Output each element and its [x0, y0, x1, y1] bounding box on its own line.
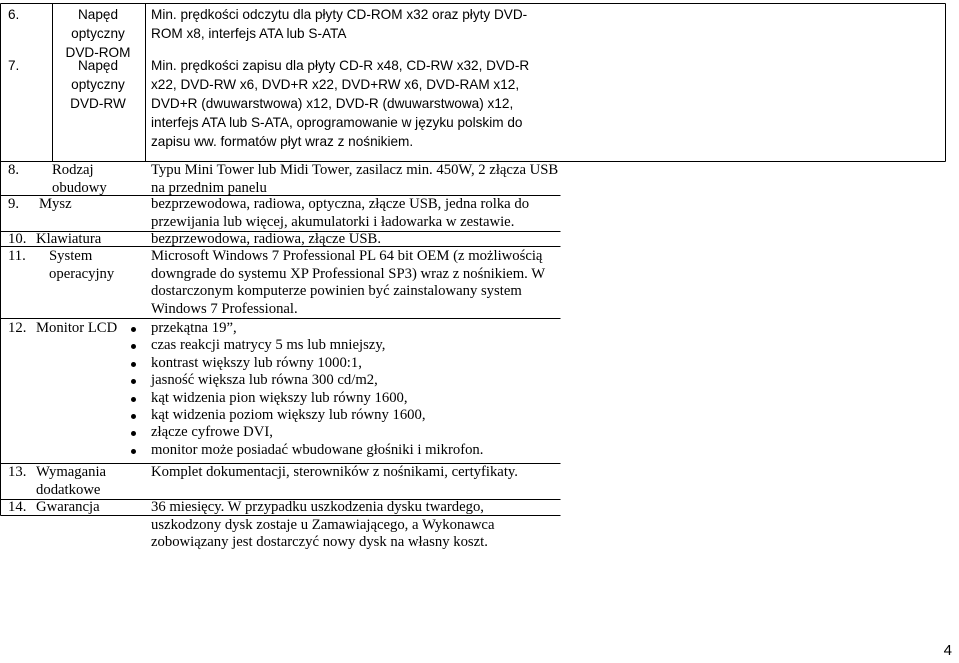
- row-description: Microsoft Windows 7 Professional PL 64 bit OEM (z możliwością downgrade do systemu XP Professional SP3) wraz z nośnikiem. W dostarczonym komputerze powinien być zainstalowany system Windows 7 Professional.: [151, 248, 545, 317]
- row-description: Min. prędkości odczytu dla płyty CD-ROM x32 oraz płyty DVD-ROM x8, interfejs ATA lub S-ATA: [151, 7, 528, 41]
- page-number: 4: [943, 642, 952, 659]
- bullet-icon: [131, 379, 136, 384]
- row-name: Klawiatura: [36, 231, 102, 247]
- row-number: 11.: [8, 248, 26, 264]
- row-description: Typu Mini Tower lub Midi Tower, zasilacz min. 450W, 2 złącza USB na przednim panelu: [151, 162, 559, 196]
- row-number: 8.: [8, 162, 20, 178]
- row-name: Mysz: [39, 196, 72, 212]
- bullet-icon: [131, 327, 136, 332]
- bullet-icon: [131, 362, 136, 367]
- list-item: czas reakcji matrycy 5 ms lub mniejszy,: [130, 337, 560, 354]
- row-name: Napęd optyczny DVD-ROM: [65, 7, 131, 60]
- list-item: kąt widzenia poziom większy lub równy 1600,: [130, 407, 560, 424]
- list-item: monitor może posiadać wbudowane głośniki i mikrofon.: [130, 442, 560, 459]
- row-number: 9.: [8, 196, 20, 212]
- bullet-icon: [131, 431, 136, 436]
- row-description: Komplet dokumentacji, sterowników z nośnikami, certyfikaty.: [151, 464, 518, 480]
- row-number: 14.: [8, 499, 27, 515]
- row-number: 6.: [8, 7, 20, 22]
- row-name: Wymagania dodatkowe: [36, 464, 107, 498]
- bullet-icon: [131, 344, 136, 349]
- list-item: jasność większa lub równa 300 cd/m2,: [130, 372, 560, 389]
- row-description: Min. prędkości zapisu dla płyty CD-R x48, CD-RW x32, DVD-R x22, DVD-RW x6, DVD+R x22, DVD+RW x6, DVD-RAM x12, DVD+R (dwuwarstwowa) x12, DVD-R (dwuwarstwowa) x12, interfejs ATA lub S-ATA, oprogramowanie w języku polskim do zapisu ww. formatów płyt wraz z nośnikiem.: [151, 58, 530, 149]
- row-name: Napęd optyczny DVD-RW: [70, 58, 126, 111]
- bullet-icon: [131, 414, 136, 419]
- row-description: bezprzewodowa, radiowa, złącze USB.: [151, 231, 382, 247]
- bullet-icon: [131, 449, 136, 454]
- row-name: Rodzaj obudowy: [52, 162, 107, 196]
- row-description: 36 miesięcy. W przypadku uszkodzenia dysku twardego, uszkodzony dysk zostaje u Zamawiającego, a Wykonawca zobowiązany jest dostarczyć nowy dysk na własny koszt.: [151, 499, 495, 550]
- list-item: kontrast większy lub równy 1000:1,: [130, 355, 560, 372]
- list-item: złącze cyfrowe DVI,: [130, 424, 560, 441]
- row-number: 7.: [8, 58, 20, 73]
- list-item: przekątna 19”,: [130, 320, 560, 337]
- bullet-icon: [131, 397, 136, 402]
- row-name: Gwarancja: [36, 499, 100, 515]
- row-number: 12.: [8, 320, 27, 336]
- row-name: System operacyjny: [49, 248, 115, 282]
- monitor-spec-list: [130, 320, 560, 459]
- row-description: bezprzewodowa, radiowa, optyczna, złącze USB, jedna rolka do przewijania lub więcej, akumulatorki i ładowarka w zestawie.: [151, 196, 530, 230]
- row-name: Monitor LCD: [36, 320, 118, 336]
- row-number: 10.: [8, 231, 27, 247]
- list-item: kąt widzenia pion większy lub równy 1600,: [130, 390, 560, 407]
- row-number: 13.: [8, 464, 27, 480]
